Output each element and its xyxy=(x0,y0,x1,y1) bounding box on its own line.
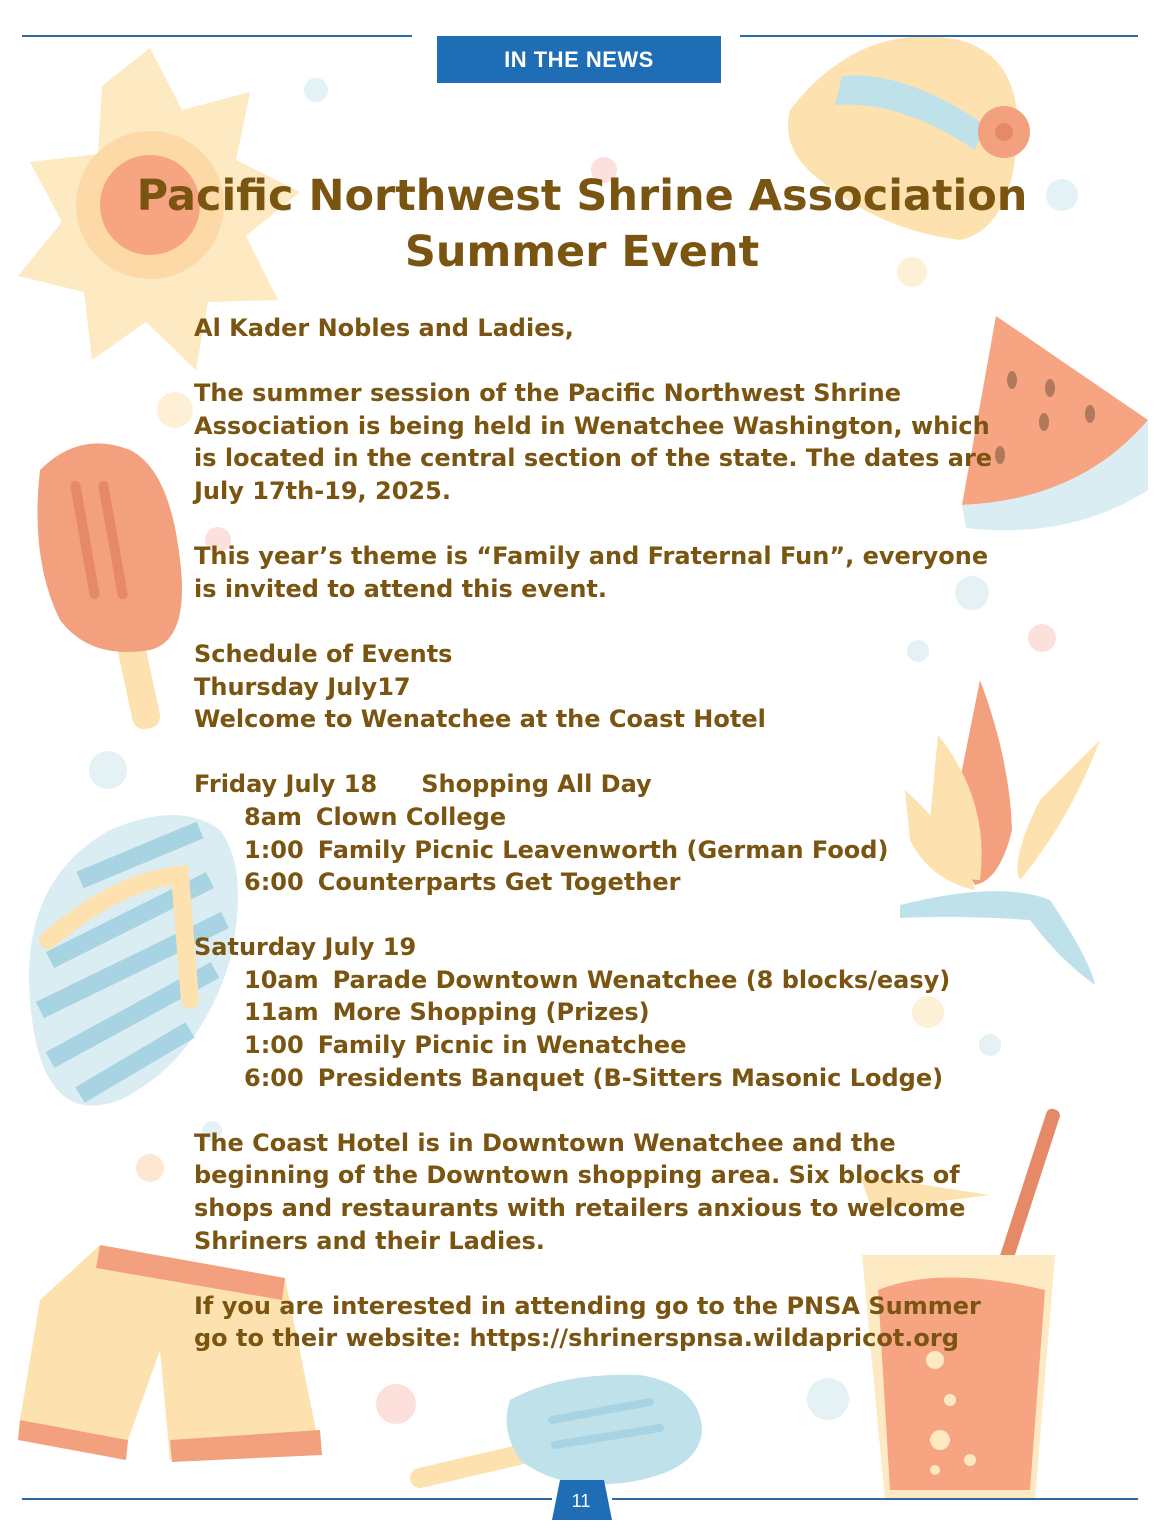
header-rule-left xyxy=(22,35,412,37)
page-title xyxy=(90,168,1074,280)
header-rule-right xyxy=(740,35,1138,37)
schedule-item: 1:00 Family Picnic Leavenworth (German Food) xyxy=(244,835,889,864)
thursday-day: Thursday July17 xyxy=(194,672,411,701)
intro-paragraph: The summer session of the Pacific Northwest Shrine Association is being held in Wenatchee Washington, which is located in the central section of the state. The dates are July 17th-19, 2025. xyxy=(194,379,993,505)
article-body xyxy=(194,312,994,1355)
page-number: 11 xyxy=(566,1486,596,1516)
title-line-1: Pacific Northwest Shrine Association xyxy=(136,171,1028,221)
friday-day: Friday July 18 xyxy=(194,770,378,799)
schedule-item: 1:00 Family Picnic in Wenatchee xyxy=(244,1031,687,1060)
schedule-heading: Schedule of Events xyxy=(194,639,453,668)
website-paragraph: If you are interested in attending go to the PNSA Summer go to their website: https://shrinerspnsa.wildapricot.org xyxy=(194,1291,981,1353)
section-tag: IN THE NEWS xyxy=(437,36,721,83)
friday-heading xyxy=(194,768,994,801)
saturday-day: Saturday July 19 xyxy=(194,933,417,962)
thursday-event: Welcome to Wenatchee at the Coast Hotel xyxy=(194,705,766,734)
greeting: Al Kader Nobles and Ladies, xyxy=(194,314,574,342)
title-line-2: Summer Event xyxy=(404,227,760,277)
schedule-item: 11am More Shopping (Prizes) xyxy=(244,998,650,1027)
footer-rule-left xyxy=(22,1498,552,1500)
footer-rule-right xyxy=(612,1498,1138,1500)
schedule-item: 6:00 Counterparts Get Together xyxy=(244,868,681,897)
schedule-item: 6:00 Presidents Banquet (B-Sitters Masonic Lodge) xyxy=(244,1063,944,1092)
hotel-paragraph: The Coast Hotel is in Downtown Wenatchee and the beginning of the Downtown shopping area. Six blocks of shops and restaurants with retailers anxious to welcome Shriners and their Ladies. xyxy=(194,1128,966,1255)
popsicle-icon xyxy=(38,443,183,731)
schedule-item: 8am Clown College xyxy=(244,802,507,831)
ice-pop-icon xyxy=(420,1375,702,1485)
theme-paragraph: This year’s theme is “Family and Fraternal Fun”, everyone is invited to attend this event. xyxy=(194,542,989,603)
friday-day-event: Shopping All Day xyxy=(421,770,652,799)
schedule-item: 10am Parade Downtown Wenatchee (8 blocks/easy) xyxy=(244,965,951,994)
